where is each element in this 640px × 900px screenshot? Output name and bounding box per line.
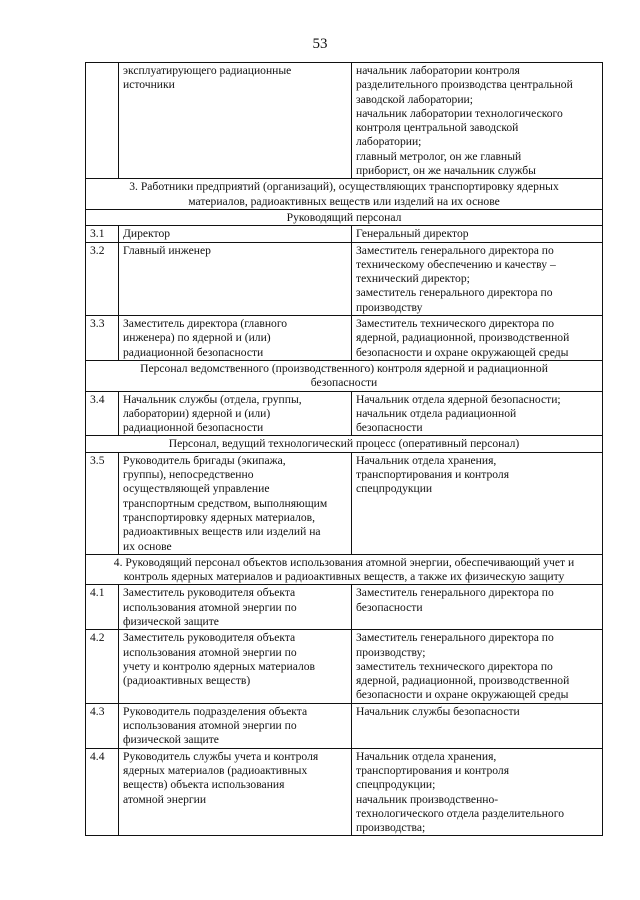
text-line: Заместитель генерального директора по (356, 586, 554, 600)
text-line: 4. Руководящий персонал объектов использования атомной энергии, обеспечивающий учет и (113, 555, 575, 569)
text-line: эксплуатирующего радиационные (123, 64, 292, 77)
text-line: производству (356, 300, 423, 314)
equivalent-position-cell (352, 748, 603, 836)
text-line: безопасности (356, 600, 423, 614)
text-line: использования атомной энергии по (123, 719, 297, 733)
row-number: 3.3 (86, 316, 119, 361)
row-number: 3.5 (86, 452, 119, 554)
text-line: транспортировку ядерных материалов, (123, 510, 316, 524)
text-line: физической защите (123, 733, 219, 747)
text-line: ядерной, радиационной, производственной (356, 674, 570, 688)
text-line: безопасности и охране окружающей среды (356, 688, 569, 702)
text-line: инженера) по ядерной и (или) (123, 331, 271, 345)
text-line: транспортирования и контроля (356, 763, 510, 777)
row-number: 4.3 (86, 703, 119, 748)
text-line: Руководитель подразделения объекта (123, 704, 308, 718)
text-line: Заместитель технического директора по (356, 317, 555, 331)
text-line: Начальник службы безопасности (356, 704, 520, 718)
group-heading (86, 360, 603, 391)
text-line: лаборатории) ядерной и (или) (123, 406, 271, 420)
text-line: техническому обеспечению и качеству – (356, 257, 556, 271)
text-line: технический директор; (356, 272, 470, 286)
group-heading (86, 209, 603, 225)
section-heading-row (86, 179, 603, 210)
text-line: Руководящий персонал (286, 210, 402, 224)
equivalent-position-cell (352, 242, 603, 315)
text-line: веществ) объекта использования (123, 778, 285, 792)
text-line: группы), непосредственно (123, 468, 254, 482)
row-number: 3.4 (86, 391, 119, 436)
text-line: контроль ядерных материалов и радиоактивных веществ, а также их физическую защиту (123, 570, 565, 584)
group-heading-row (86, 436, 603, 452)
position-cell (119, 316, 352, 361)
text-line: Персонал ведомственного (производственного) контроля ядерной и радиационной (140, 361, 548, 375)
position-cell (119, 391, 352, 436)
text-line: заводской лаборатории; (356, 92, 473, 106)
text-line: начальник производственно- (356, 792, 499, 806)
position-cell (119, 630, 352, 703)
text-line: спецпродукции; (356, 778, 436, 792)
text-line: Руководитель бригады (экипажа, (123, 453, 286, 467)
text-line: транспортным средством, выполняющим (123, 496, 328, 510)
text-line: источники (123, 78, 175, 92)
table-row (86, 391, 603, 436)
row-number: 4.1 (86, 585, 119, 630)
text-line: 3. Работники предприятий (организаций), осуществляющих транспортировку ядерных (129, 180, 559, 194)
text-line: заместитель генерального директора по (356, 286, 553, 300)
text-line: приборист, он же начальник службы (356, 164, 536, 178)
text-line: материалов, радиоактивных веществ или изделий на их основе (188, 194, 500, 208)
text-line: Заместитель руководителя объекта (123, 586, 296, 600)
table-row (86, 452, 603, 554)
row-number: 4.4 (86, 748, 119, 836)
text-line: Начальник отдела хранения, (356, 453, 497, 467)
section-heading-row (86, 554, 603, 585)
table-body (86, 63, 603, 836)
text-line: Начальник службы (отдела, группы, (123, 392, 302, 406)
text-line: осуществляющей управление (123, 482, 270, 496)
text-line: Главный инженер (123, 243, 211, 257)
position-cell (119, 452, 352, 554)
text-line: Заместитель генерального директора по (356, 243, 554, 257)
page-number: 53 (312, 36, 328, 52)
row-number (86, 63, 119, 179)
section-heading (86, 554, 603, 585)
equivalent-position-cell (352, 226, 603, 242)
equivalent-position-cell (352, 630, 603, 703)
equivalent-position-cell (352, 316, 603, 361)
text-line: начальник лаборатории контроля (356, 64, 520, 77)
text-line: лаборатории; (356, 135, 422, 149)
text-line: безопасности и охране окружающей среды (356, 345, 569, 359)
position-cell (119, 748, 352, 836)
table-row (86, 703, 603, 748)
text-line: использования атомной энергии по (123, 645, 297, 659)
text-line: безопасности (310, 376, 378, 390)
text-line: Заместитель руководителя объекта (123, 631, 296, 645)
table-row (86, 226, 603, 242)
text-line: (радиоактивных веществ) (123, 674, 251, 688)
table-row (86, 630, 603, 703)
text-line: безопасности (356, 421, 423, 435)
text-line: физической защите (123, 614, 219, 628)
text-line: атомной энергии (123, 792, 207, 806)
text-line: Заместитель директора (главного (123, 317, 288, 331)
row-number: 4.2 (86, 630, 119, 703)
table-row (86, 63, 603, 179)
text-line: технологического отдела разделительного (356, 806, 564, 820)
position-cell (119, 226, 352, 242)
text-line: Генеральный директор (356, 227, 469, 241)
text-line: главный метролог, он же главный (356, 149, 522, 163)
positions-table (85, 62, 603, 836)
text-line: радиационной безопасности (123, 421, 264, 435)
text-line: радиационной безопасности (123, 345, 264, 359)
text-line: Начальник отдела хранения, (356, 749, 497, 763)
row-number: 3.2 (86, 242, 119, 315)
table-row (86, 748, 603, 836)
equivalent-position-cell (352, 391, 603, 436)
text-line: начальник отдела радиационной (356, 406, 517, 420)
table-row (86, 242, 603, 315)
position-cell (119, 242, 352, 315)
position-cell (119, 703, 352, 748)
section-heading (86, 179, 603, 210)
row-number: 3.1 (86, 226, 119, 242)
group-heading-row (86, 209, 603, 225)
text-line: разделительного производства центральной (356, 78, 573, 92)
table-row (86, 316, 603, 361)
equivalent-position-cell (352, 452, 603, 554)
text-line: ядерных материалов (радиоактивных (123, 763, 308, 777)
equivalent-position-cell (352, 585, 603, 630)
text-line: их основе (123, 539, 172, 553)
text-line: Директор (123, 227, 171, 241)
text-line: транспортирования и контроля (356, 468, 510, 482)
text-line: спецпродукции (356, 482, 433, 496)
equivalent-position-cell (352, 63, 603, 179)
group-heading-row (86, 360, 603, 391)
text-line: Заместитель генерального директора по (356, 631, 554, 645)
position-cell (119, 63, 352, 179)
position-cell (119, 585, 352, 630)
equivalent-position-cell (352, 703, 603, 748)
text-line: учету и контролю ядерных материалов (123, 659, 316, 673)
text-line: Персонал, ведущий технологический процесс (оперативный персонал) (168, 437, 520, 451)
text-line: Руководитель службы учета и контроля (123, 749, 319, 763)
text-line: заместитель технического директора по (356, 659, 553, 673)
table-row (86, 585, 603, 630)
group-heading (86, 436, 603, 452)
text-line: радиоактивных веществ или изделий на (123, 525, 321, 539)
text-line: контроля центральной заводской (356, 121, 519, 135)
text-line: использования атомной энергии по (123, 600, 297, 614)
text-line: Начальник отдела ядерной безопасности; (356, 392, 561, 406)
text-line: производства; (356, 821, 426, 835)
text-line: начальник лаборатории технологического (356, 106, 563, 120)
text-line: ядерной, радиационной, производственной (356, 331, 570, 345)
text-line: производству; (356, 645, 426, 659)
